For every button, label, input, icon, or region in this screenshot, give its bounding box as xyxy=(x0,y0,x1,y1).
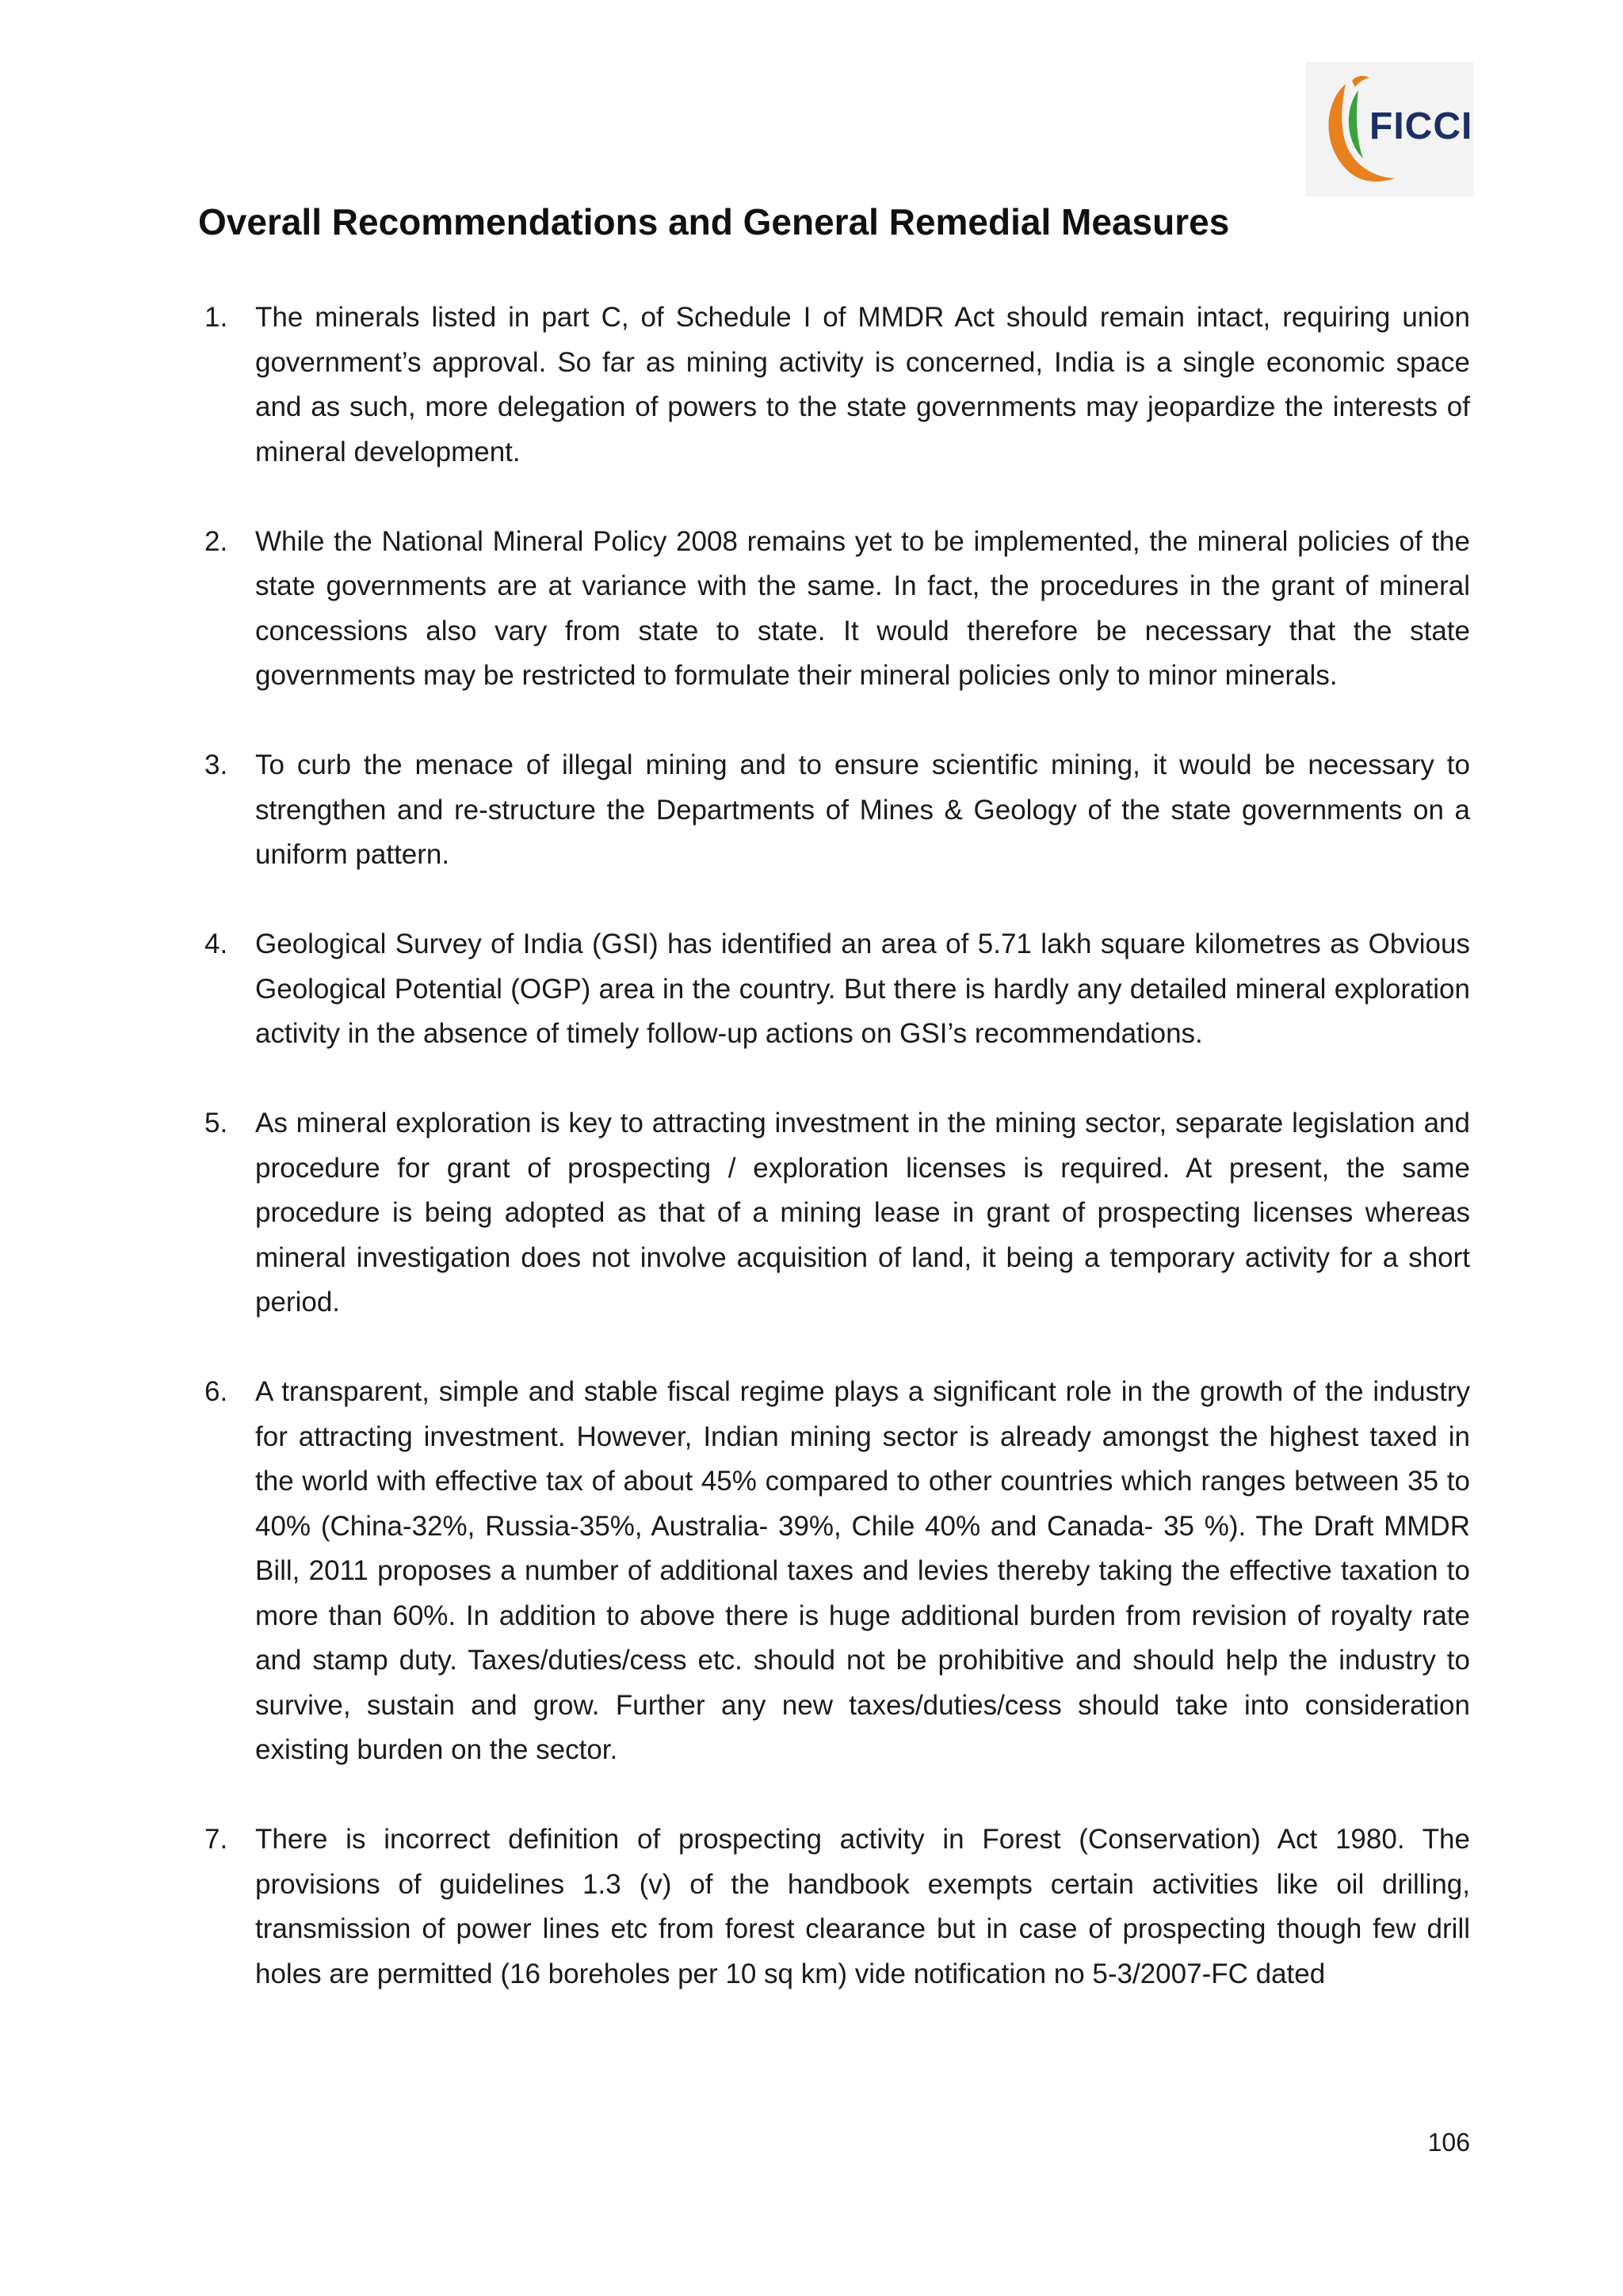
item-text: Geological Survey of India (GSI) has identified an area of 5.71 lakh square kilometres as Obvious Geological Potential (OGP) area in the country. But there is hardly any detailed mineral exploration activity in the absence of timely follow-up actions on GSI’s recommendations. xyxy=(255,929,1470,1049)
item-text: To curb the menace of illegal mining and to ensure scientific mining, it would be necessary to strengthen and re-structure the Departments of Mines & Geology of the state governments on a uniform pattern. xyxy=(255,749,1470,870)
list-item xyxy=(198,1101,1470,1325)
logo-text: FICCI xyxy=(1369,105,1473,147)
item-number: 4. xyxy=(204,929,228,959)
item-number: 7. xyxy=(204,1824,228,1855)
list-item xyxy=(198,743,1470,878)
page-number: 106 xyxy=(1427,2128,1470,2157)
item-number: 5. xyxy=(204,1108,228,1138)
item-number: 1. xyxy=(204,302,228,333)
list-item xyxy=(198,296,1470,475)
page-title: Overall Recommendations and General Remedial Measures xyxy=(198,201,1230,242)
item-number: 3. xyxy=(204,749,228,780)
recommendations-list xyxy=(198,296,1470,2042)
item-number: 6. xyxy=(204,1376,228,1407)
list-item xyxy=(198,520,1470,699)
ficci-logo xyxy=(1306,62,1474,196)
list-item xyxy=(198,922,1470,1057)
item-text: The minerals listed in part C, of Schedule I of MMDR Act should remain intact, requiring union government’s approval. So far as mining activity is concerned, India is a single economic space and as such, more delegation of powers to the state governments may jeopardize the interests of mineral development. xyxy=(255,302,1470,467)
item-text: A transparent, simple and stable fiscal regime plays a significant role in the growth of the industry for attracting investment. However, Indian mining sector is already amongst the highest taxed in the world with effective tax of about 45% compared to other countries which ranges between 35 to 40% (China-32%, Russia-35%, Australia- 39%, Chile 40% and Canada- 35 %). The Draft MMDR Bill, 2011 proposes a number of additional taxes and levies thereby taking the effective taxation to more than 60%. In addition to above there is huge additional burden from revision of royalty rate and stamp duty. Taxes/duties/cess etc. should not be prohibitive and should help the industry to survive, sustain and grow. Further any new taxes/duties/cess should take into consideration existing burden on the sector. xyxy=(255,1376,1470,1765)
item-number: 2. xyxy=(204,525,228,557)
list-item xyxy=(198,1370,1470,1773)
item-text: While the National Mineral Policy 2008 remains yet to be implemented, the mineral policies of the state governments are at variance with the same. In fact, the procedures in the grant of mineral concessions also vary from state to state. It would therefore be necessary that the state governments may be restricted to formulate their mineral policies only to minor minerals. xyxy=(255,525,1470,691)
item-text: As mineral exploration is key to attracting investment in the mining sector, separate legislation and procedure for grant of prospecting / exploration licenses is required. At present, the same procedure is being adopted as that of a mining lease in grant of prospecting licenses whereas mineral investigation does not involve acquisition of land, it being a temporary activity for a short period. xyxy=(255,1108,1470,1318)
item-text: There is incorrect definition of prospecting activity in Forest (Conservation) Act 1980. The provisions of guidelines 1.3 (v) of the handbook exempts certain activities like oil drilling, transmission of power lines etc from forest clearance but in case of prospecting though few drill holes are permitted (16 boreholes per 10 sq km) vide notification no 5-3/2007-FC dated xyxy=(255,1824,1470,1989)
list-item xyxy=(198,1817,1470,1997)
